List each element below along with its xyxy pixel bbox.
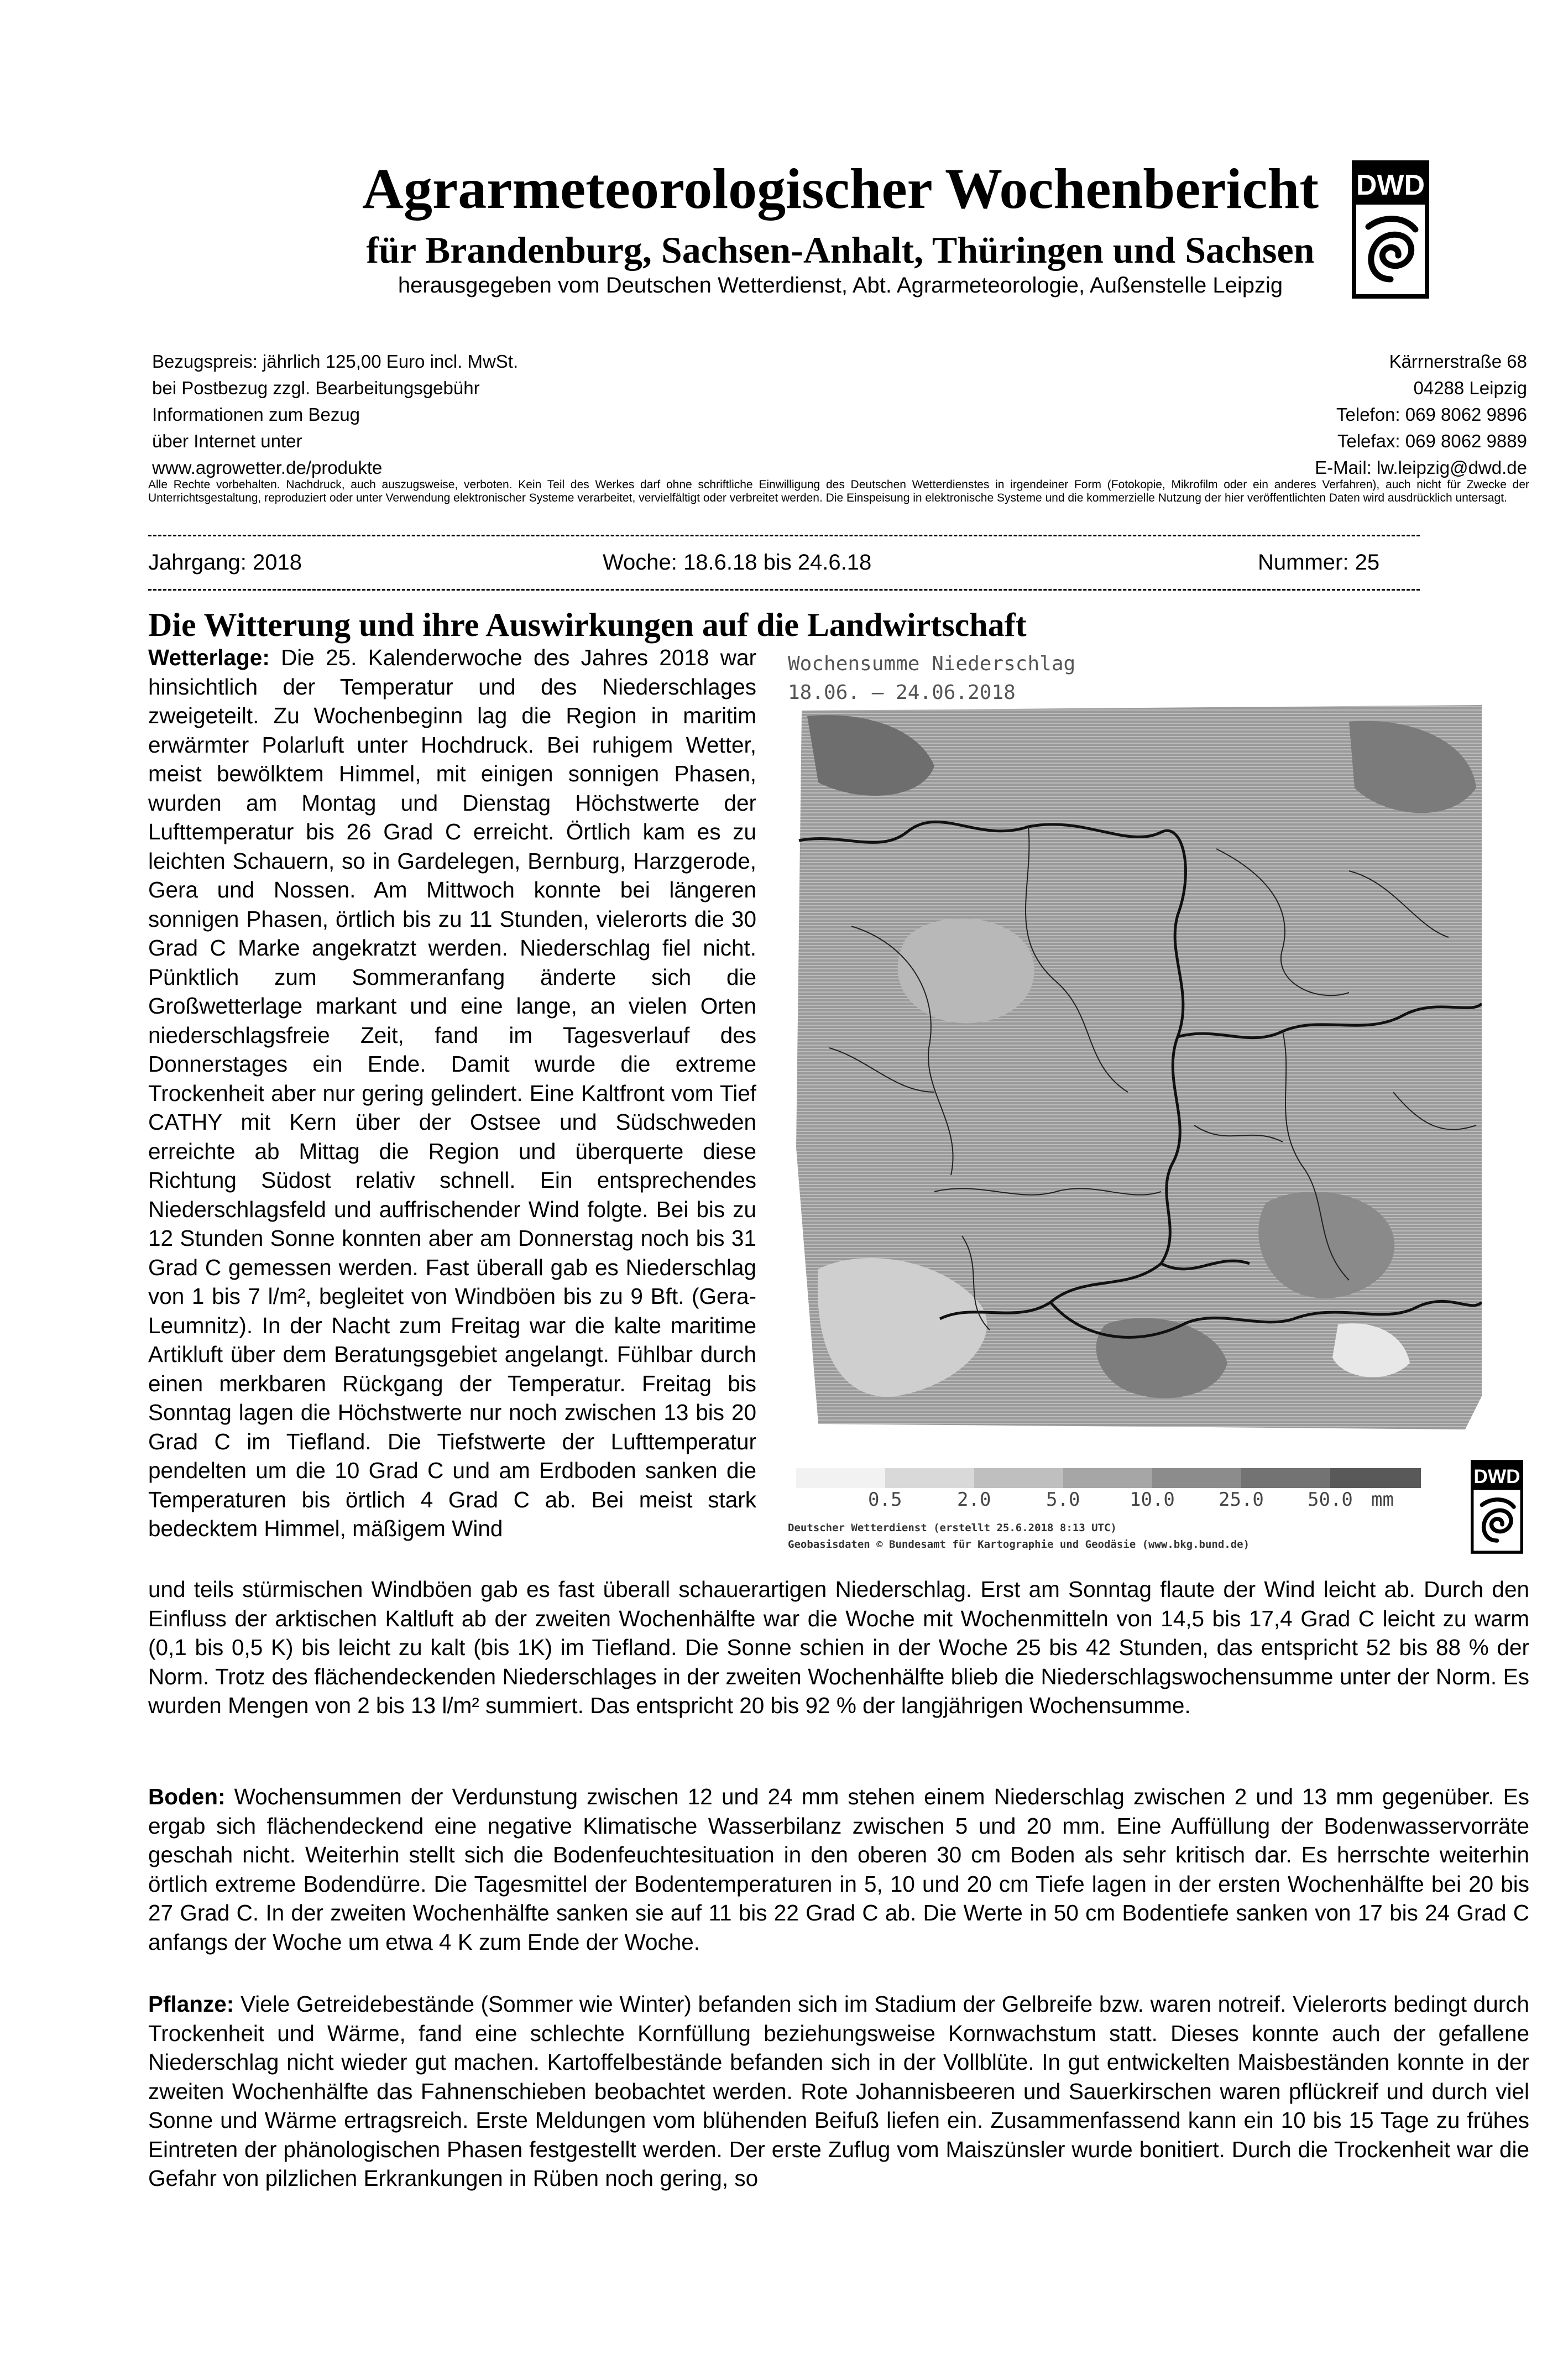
info-line: Informationen zum Bezug [152,404,360,425]
legend-swatch [1330,1468,1421,1488]
info-line: Bezugspreis: jährlich 125,00 Euro incl. MwSt. [152,351,519,372]
divider [148,535,1420,536]
wetterlage-text: Die 25. Kalenderwoche des Jahres 2018 war hinsichtlich der Temperatur und des Niederschlages zweigeteilt. Zu Wochenbeginn lag die Region in maritim erwärmter Polarluft unter Hochdruck. Bei ruhigem Wetter, meist bewölktem Himmel, mit einigen sonnigen Phasen, wurden am Montag und Dienstag Höchstwerte der Lufttemperatur bis 26 Grad C erreicht. Örtlich kam es zu leichten Schauern, so in Gardelegen, Bernburg, Harzgerode, Gera und Nossen. Am Mittwoch konnte bei längeren sonnigen Phasen, örtlich bis zu 11 Stunden, vielerorts die 30 Grad C Marke angekratzt werden. Niederschlag fiel nicht. Pünktlich zum Sommeranfang änderte sich die Großwetterlage markant und eine lange, an vielen Orten niederschlagsfreie Zeit, fand im Tagesverlauf des Donnerstages ein Ende. Damit wurde die extreme Trockenheit aber nur gering gelindert. Eine Kaltfront vom Tief CATHY mit Kern über der Ostsee und Südschweden erreichte ab Mittag die Region und überquerte diese Richtung Südost relativ schnell. Ein entsprechendes Niederschlagsfeld und auffrischender Wind folgte. Bei bis zu 12 Stunden Sonne konnten aber am Donnerstag noch bis 31 Grad C gemessen werden. Fast überall gab es Niederschlag von 1 bis 7 l/m², begleitet von Windböen bis zu 9 Bft. (Gera-Leumnitz). In der Nacht zum Freitag war die kalte maritime Artikluft über dem Beratungsgebiet angelangt. Fühlbar durch einen merkbaren Rückgang der Temperatur. Freitag bis Sonntag lagen die Höchstwerte nur noch zwischen 13 bis 20 Grad C im Tiefland. Die Tiefstwerte der Lufttemperatur pendelten um die 10 Grad C und am Erdboden sanken die Temperaturen bis örtlich 4 Grad C ab. Bei meist stark bedecktem Himmel, mäßigem Wind [148,645,756,1541]
legend-swatch [796,1468,885,1488]
address-street: Kärrnerstraße 68 [1389,351,1527,372]
map-title-line: Wochensumme Niederschlag [788,653,1076,675]
wetterlage-paragraph [148,643,756,1543]
copyright-notice: Alle Rechte vorbehalten. Nachdruck, auch auszugsweise, verboten. Kein Teil des Werkes darf ohne schriftliche Einwilligung des Deutschen Wetterdienstes in irgendeiner Form (Fotokopie, Mikrofilm oder ein anderes Verfahren), auch nicht für Zwecke der Unterrichtsgestaltung, reproduziert oder unter Verwendung elektronischer Systeme verarbeitet, vervielfältigt oder verbreitet werden. Die Einspeisung in elektronische Systeme und die kommerzielle Nutzung der hier veröffentlichten Daten wird ausdrücklich untersagt. [148,478,1529,504]
report-subtitle: für Brandenburg, Sachsen-Anhalt, Thüringen und Sachsen [366,229,1315,271]
map-dwd-logo [1471,1460,1523,1554]
info-url[interactable]: www.agrowetter.de/produkte [152,457,383,478]
legend-label: 50.0 [1308,1489,1353,1511]
dwd-logo-text: DWD [1356,169,1425,201]
address-city: 04288 Leipzig [1413,378,1527,398]
credit-line: Deutscher Wetterdienst (erstellt 25.6.2018 8:13 UTC) [788,1522,1117,1534]
legend-unit: mm [1371,1489,1394,1511]
wetterlage-continuation: und teils stürmischen Windböen gab es fast überall schauerartigen Niederschlag. Erst am Sonntag flaute der Wind leicht ab. Durch den Einfluss der arktischen Kaltluft ab der zweiten Wochenhälfte war die Woche mit Wochenmitteln von 14,5 bis 17,4 Grad C leicht zu warm (0,1 bis 0,5 K) bis leicht zu kalt (bis 1K) im Tiefland. Die Sonne schien in der Woche 25 bis 42 Stunden, das entspricht 52 bis 88 % der Norm. Trotz des flächendeckenden Niederschlages in der zweiten Wochenhälfte blieb die Niederschlagswochensumme unter der Norm. Es wurden Mengen von 2 bis 13 l/m² summiert. Das entspricht 20 bis 92 % der langjährigen Wochensumme. [148,1577,1529,1718]
divider [148,589,1420,591]
fax: Telefax: 069 8062 9889 [1337,431,1527,451]
legend-label: 0.5 [868,1489,902,1511]
legend-swatch [1063,1468,1152,1488]
info-line: bei Postbezug zzgl. Bearbeitungsgebühr [152,378,480,398]
boden-paragraph [148,1782,1529,1956]
legend-label: 2.0 [957,1489,991,1511]
legend-label: 25.0 [1219,1489,1264,1511]
map-date-range: 18.06. – 24.06.2018 [788,681,1016,704]
legend-swatch [885,1468,974,1488]
issue-year: Jahrgang: 2018 [148,550,302,575]
section-title: Die Witterung und ihre Auswirkungen auf die Landwirtschaft [148,607,1027,643]
map-legend [796,1468,1421,1488]
legend-swatch [1152,1468,1241,1488]
subscription-info [152,348,518,481]
map-title [788,650,1075,707]
credit-line: Geobasisdaten © Bundesamt für Kartographie und Geodäsie (www.bkg.bund.de) [788,1538,1250,1551]
wetterlage-label: Wetterlage: [148,645,270,670]
phone: Telefon: 069 8062 9896 [1336,404,1527,425]
legend-labels [796,1489,1426,1511]
pflanze-paragraph [148,1990,1529,2193]
boden-text: Wochensummen der Verdunstung zwischen 12 und 24 mm stehen einem Niederschlag zwischen 2 und 13 mm gegenüber. Es ergab sich flächendeckend eine negative Klimatische Wasserbilanz zwischen 5 und 20 mm. Eine Auffüllung der Bodenwasservorräte geschah nicht. Weiterhin stellt sich die Bodenfeuchtesituation in den oberen 30 cm Boden als sehr kritisch dar. Es herrschte weiterhin örtlich extreme Bodendürre. Die Tagesmittel der Bodentemperaturen in 5, 10 und 20 cm Tiefe lagen in der ersten Wochenhälfte bei 20 bis 27 Grad C. In der zweiten Wochenhälfte sanken sie auf 11 bis 22 Grad C ab. Die Werte in 50 cm Bodentiefe sanken von 17 bis 24 Grad C anfangs der Woche um etwa 4 K zum Ende der Woche. [148,1784,1529,1955]
map-credit [788,1520,1250,1553]
dwd-logo [1352,160,1429,299]
legend-swatch [1241,1468,1330,1488]
pflanze-text: Viele Getreidebestände (Sommer wie Winter) befanden sich im Stadium der Gelbreife bzw. waren notreif. Vielerorts bedingt durch Trockenheit und Wärme, fand eine schlechte Kornfüllung beziehungsweise Kornwachstum statt. Dieses konnte auch der gefallene Niederschlag nicht wieder gut machen. Kartoffelbestände befanden sich in der Vollblüte. In gut entwickelten Maisbeständen konnte in der zweiten Wochenhälfte das Fahnenschieben beobachtet werden. Rote Johannisbeeren und Sauerkirschen waren pflückreif und durch viel Sonne und Wärme ertragsreich. Erste Meldungen vom blühenden Beifuß liefen ein. Zusammenfassend kann ein 10 bis 15 Tage zu frühes Eintreten der phänologischen Phasen festgestellt werden. Der erste Zuflug vom Maiszünsler wurde bonitiert. Durch die Trockenheit war die Gefahr von pilzlichen Erkrankungen in Rüben noch gering, so [148,1991,1529,2191]
legend-label: 5.0 [1046,1489,1080,1511]
precipitation-map [796,705,1482,1429]
info-line: über Internet unter [152,431,302,451]
issue-number: Nummer: 25 [1258,550,1380,575]
legend-swatch [974,1468,1063,1488]
pflanze-label: Pflanze: [148,1991,234,2017]
legend-label: 10.0 [1130,1489,1175,1511]
email[interactable]: E-Mail: lw.leipzig@dwd.de [1315,457,1527,478]
report-title: Agrarmeteorologischer Wochenbericht [362,157,1319,221]
map-logo-text: DWD [1473,1466,1520,1488]
publisher-line: herausgegeben vom Deutschen Wetterdienst, Abt. Agrarmeteorologie, Außenstelle Leipzig [398,273,1283,298]
contact-info [1106,348,1527,481]
issue-week: Woche: 18.6.18 bis 24.6.18 [603,550,872,575]
boden-label: Boden: [148,1784,226,1809]
